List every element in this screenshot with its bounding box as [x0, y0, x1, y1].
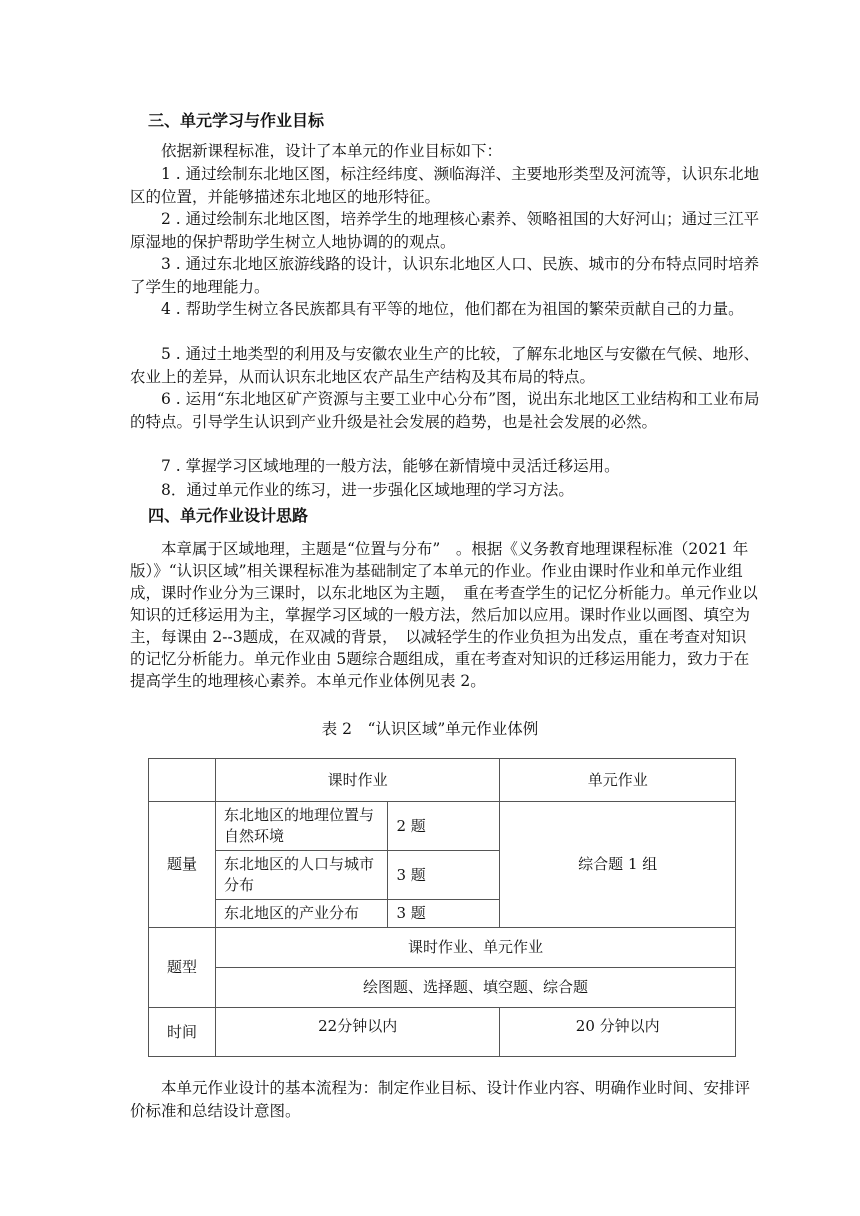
goal-1: 1 . 通过绘制东北地区图，标注经纬度、濒临海洋、主要地形类型及河流等，认识东北地区的位置，并能够描述东北地区的地形特征。 [130, 165, 760, 206]
section-3-heading: 三、单元学习与作业目标 [148, 111, 325, 130]
section-4-heading: 四、单元作业设计思路 [148, 506, 309, 525]
section-3-intro: 依据新课程标准，设计了本单元的作业目标如下： [161, 142, 503, 160]
lesson-count: 2 题 [388, 802, 500, 851]
goal-2: 2 . 通过绘制东北地区图，培养学生的地理核心素养、领略祖国的大好河山；通过三江平原湿地的保护帮助学生树立人地协调的的观点。 [130, 210, 760, 251]
assignment-table [148, 758, 736, 1057]
header-lesson: 课时作业 [215, 759, 500, 802]
lesson-quantity-cell [215, 802, 500, 928]
type-row-1 [149, 928, 736, 968]
table-header-row [149, 759, 736, 802]
goal-7: 7 . 掌握学习区域地理的一般方法，能够在新情境中灵活迁移运用。 [161, 457, 620, 475]
quantity-label: 题量 [149, 802, 216, 928]
lesson-name: 东北地区的地理位置与自然环境 [216, 802, 388, 851]
table-caption: 表 2 “认识区域”单元作业体例 [321, 720, 539, 738]
closing-paragraph: 本单元作业设计的基本流程为：制定作业目标、设计作业内容、明确作业时间、安排评价标准和总结设计意图。 [130, 1079, 751, 1120]
header-unit: 单元作业 [500, 759, 736, 802]
goal-4: 4 . 帮助学生树立各民族都具有平等的地位，他们都在为祖国的繁荣贡献自己的力量。 [161, 300, 744, 318]
table-row [216, 802, 500, 851]
time-row [149, 1008, 736, 1057]
time-label: 时间 [149, 1008, 216, 1057]
table-row [216, 851, 500, 900]
type-line-2: 绘图题、选择题、填空题、综合题 [215, 968, 735, 1008]
time-lesson: 22分钟以内 [215, 1008, 500, 1057]
lesson-name: 东北地区的人口与城市分布 [216, 851, 388, 900]
lesson-quantity-list [216, 802, 500, 927]
goal-3: 3 . 通过东北地区旅游线路的设计，认识东北地区人口、民族、城市的分布特点同时培养了学生的地理能力。 [130, 255, 760, 296]
section-4-paragraph: 本章属于区域地理，主题是“位置与分布” 。根据《义务教育地理课程标准（2021 年版）》“认识区域”相关课程标准为基础制定了本单元的作业。作业由课时作业和单元作业组成，课时作业分为三课时，以东北地区为主题， 重在考查学生的记忆分析能力。单元作业以知识的迁移运用为主，掌握学习区域的一般方法，然后加以应用。课时作业以画图、填空为主，每课由 2--3题成，在双减的背景， 以减轻学生的作业负担为出发点，重在考查对知识的记忆分析能力。单元作业由 5题综合题组成，重在考查对知识的迁移运用能力，致力于在提高学生的地理核心素养。本单元作业体例见表 2。 [130, 540, 758, 690]
goal-6: 6 . 运用“东北地区矿产资源与主要工业中心分布”图，说出东北地区工业结构和工业布局的特点。引导学生认识到产业升级是社会发展的趋势，也是社会发展的必然。 [130, 390, 760, 431]
time-unit: 20 分钟以内 [500, 1008, 736, 1057]
type-row-2 [149, 968, 736, 1008]
unit-quantity: 综合题 1 组 [500, 802, 736, 928]
table-corner-cell [149, 759, 216, 802]
lesson-count: 3 题 [388, 900, 500, 928]
type-line-1: 课时作业、单元作业 [215, 928, 735, 968]
type-label: 题型 [149, 928, 216, 1008]
quantity-row [149, 802, 736, 928]
goal-8: 8．通过单元作业的练习，进一步强化区域地理的学习方法。 [161, 481, 574, 499]
lesson-name: 东北地区的产业分布 [216, 900, 388, 928]
lesson-count: 3 题 [388, 851, 500, 900]
goal-5: 5 . 通过土地类型的利用及与安徽农业生产的比较，了解东北地区与安徽在气候、地形、农业上的差异，从而认识东北地区农产品生产结构及其布局的特点。 [130, 345, 760, 386]
table-row [216, 900, 500, 928]
